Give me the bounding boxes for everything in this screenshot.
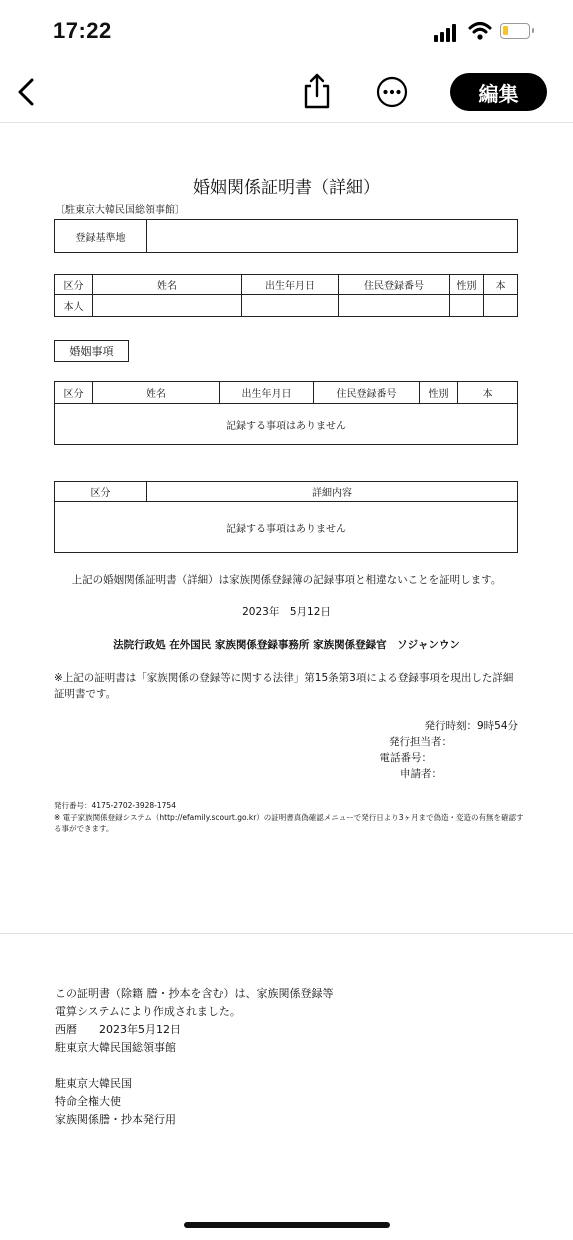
person-header-origin: 本 bbox=[484, 275, 518, 295]
issue-staff: 発行担当者： bbox=[389, 736, 452, 748]
document-title: 婚姻関係証明書（詳細） bbox=[193, 178, 380, 198]
person-header-resident-number: 住民登録番号 bbox=[339, 275, 450, 295]
share-icon[interactable] bbox=[302, 72, 332, 110]
marriage-header-resident-number: 住民登録番号 bbox=[314, 382, 420, 404]
consulate-label: 〔駐東京大韓民国総領事館〕 bbox=[55, 205, 185, 216]
cellular-signal-icon bbox=[434, 22, 462, 42]
issue-time: 発行時刻：9時54分 bbox=[424, 720, 518, 732]
stamp-line: 家族関係謄・抄本発行用 bbox=[55, 1113, 176, 1126]
issuer-line: 法院行政処 在外国民 家族関係登録事務所 家族関係登録官 ソジャンウン bbox=[113, 639, 460, 651]
person-row bbox=[55, 295, 518, 317]
more-options-icon[interactable] bbox=[376, 76, 408, 108]
issue-info-block bbox=[380, 718, 519, 782]
marriage-header-name: 姓名 bbox=[93, 382, 220, 404]
detail-table bbox=[54, 481, 518, 553]
marriage-header-sex: 性別 bbox=[420, 382, 458, 404]
person-sex-cell bbox=[450, 295, 484, 317]
person-header-birthdate: 出生年月日 bbox=[242, 275, 339, 295]
person-header-sex: 性別 bbox=[450, 275, 484, 295]
applicant-label: 申請者： bbox=[400, 768, 442, 780]
back-chevron-icon[interactable] bbox=[12, 74, 44, 110]
legal-note: ※上記の証明書は「家族関係の登録等に関する法律」第15条第3項による登録事項を現出した詳細証明書です。 bbox=[54, 672, 514, 700]
page-divider bbox=[0, 933, 573, 934]
person-birthdate-cell bbox=[242, 295, 339, 317]
certification-statement: 上記の婚姻関係証明書（詳細）は家族関係登録簿の記録事項と相違ないことを証明します。 bbox=[71, 574, 502, 586]
issue-number: 発行番号：4175-2702-3928-1754 bbox=[54, 801, 176, 810]
nav-bar bbox=[0, 62, 573, 123]
stamp-line: 駐東京大韓民国 bbox=[55, 1077, 132, 1090]
certificate-document bbox=[0, 123, 573, 933]
phone-number-label: 電話番号： bbox=[379, 752, 432, 764]
person-table bbox=[54, 274, 518, 317]
marriage-no-record: 記録する事項はありません bbox=[55, 404, 518, 445]
registration-base-box bbox=[54, 219, 518, 253]
detail-header-content: 詳細内容 bbox=[147, 482, 518, 502]
stamp-text-block bbox=[55, 985, 334, 1129]
edit-button[interactable]: 編集 bbox=[450, 73, 547, 111]
marriage-table bbox=[54, 381, 518, 445]
stamp-line: 特命全権大使 bbox=[55, 1095, 121, 1108]
wifi-icon bbox=[468, 20, 492, 42]
marriage-header-origin: 本 bbox=[458, 382, 518, 404]
registration-base-label: 登録基準地 bbox=[55, 220, 147, 252]
stamp-line: 電算システムにより作成されました。 bbox=[55, 1005, 241, 1018]
issue-date: 2023年 5月12日 bbox=[242, 606, 331, 618]
status-bar bbox=[0, 0, 573, 62]
stamp-line: 駐東京大韓民国総領事館 bbox=[55, 1041, 176, 1054]
person-origin-cell bbox=[484, 295, 518, 317]
person-row-label: 本人 bbox=[55, 295, 93, 317]
person-header-category: 区分 bbox=[55, 275, 93, 295]
home-indicator[interactable] bbox=[184, 1222, 390, 1228]
detail-header-category: 区分 bbox=[55, 482, 147, 502]
person-resident-number-cell bbox=[339, 295, 450, 317]
stamp-line: この証明書（除籍 謄・抄本を含む）は、家族関係登録等 bbox=[55, 987, 334, 1000]
status-time: 17:22 bbox=[53, 18, 112, 43]
stamp-line: 西暦 2023年5月12日 bbox=[55, 1023, 181, 1036]
verification-note: ※ 電子家族関係登録システム（http://efamily.scourt.go.kr）の証明書真偽確認メニューで発行日より3ヶ月まで偽造・変造の有無を確認する事ができます。 bbox=[54, 813, 524, 833]
marriage-header-birthdate: 出生年月日 bbox=[220, 382, 314, 404]
marriage-header-category: 区分 bbox=[55, 382, 93, 404]
detail-no-record: 記録する事項はありません bbox=[55, 502, 518, 553]
battery-icon bbox=[500, 23, 530, 39]
marriage-section-label: 婚姻事項 bbox=[54, 340, 129, 362]
person-name-cell bbox=[93, 295, 242, 317]
person-header-name: 姓名 bbox=[93, 275, 242, 295]
